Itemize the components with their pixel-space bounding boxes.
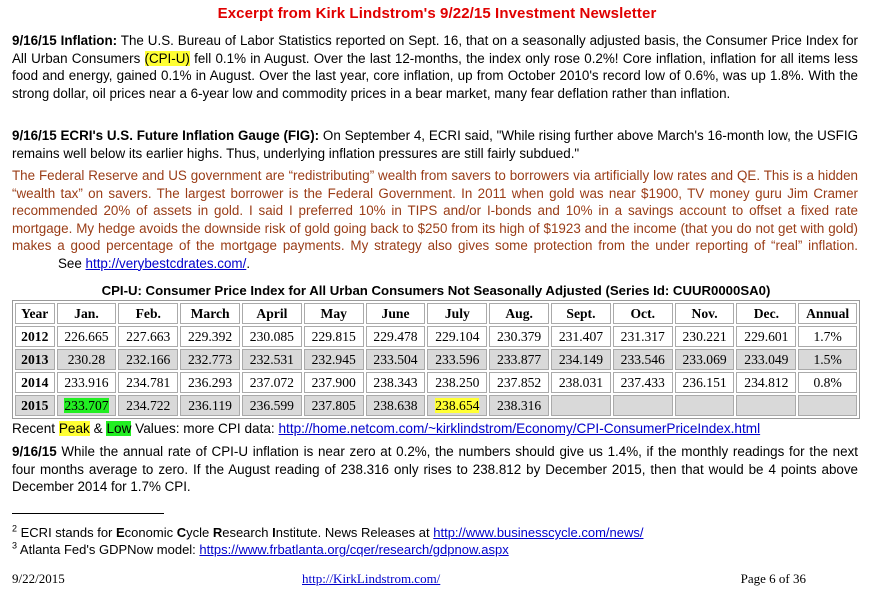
cpi-table-section <box>12 282 860 419</box>
cpi-value-cell <box>551 349 611 370</box>
cpi-u-highlight: (CPI-U) <box>144 50 190 66</box>
cpi-value-cell <box>736 349 796 370</box>
cpi-cell-text: 233.546 <box>620 351 665 367</box>
cpi-value-cell <box>551 326 611 347</box>
cpi-value-cell <box>798 395 857 416</box>
cpi-header-cell: Aug. <box>489 303 549 324</box>
footer-page-number: Page 6 of 36 <box>740 571 806 586</box>
newsletter-title: Excerpt from Kirk Lindstrom's 9/22/15 Investment Newsletter <box>217 5 657 22</box>
cpi-header-cell: Dec. <box>736 303 796 324</box>
cpi-table-body <box>15 326 857 416</box>
footnote-2-word-4: nstitute. News Releases at <box>275 525 434 540</box>
cpi-value-cell <box>304 326 364 347</box>
cpi-cell-text: 230.379 <box>497 328 542 344</box>
cpi-header-cell: Feb. <box>118 303 178 324</box>
cpi-value-cell <box>798 372 857 393</box>
cpi-cell-text: 232.773 <box>187 351 233 367</box>
cpi-header-cell: Oct. <box>613 303 673 324</box>
see-text: See <box>58 255 86 271</box>
cpi-value-cell <box>675 395 735 416</box>
peak-legend: Peak <box>58 421 90 436</box>
cpi-value-cell <box>118 326 178 347</box>
cpi-value-cell <box>366 372 426 393</box>
cpi-cell-text: 236.151 <box>682 374 727 390</box>
cpi-cell-text: 229.478 <box>373 328 418 344</box>
cpi-cell-text: 234.781 <box>126 374 171 390</box>
cpi-value-cell <box>304 349 364 370</box>
recent-text-b: Values: more CPI data: <box>131 421 279 436</box>
cpi-cell-text: 0.8% <box>813 374 842 390</box>
cpi-value-cell <box>798 326 857 347</box>
cpi-value-cell <box>613 395 673 416</box>
cpi-cell-text: 232.945 <box>311 351 356 367</box>
forecast-label: 9/16/15 <box>12 444 57 459</box>
cpi-cell-text: 233.916 <box>64 374 109 390</box>
footnote-2 <box>12 525 644 541</box>
cpi-value-cell <box>675 349 735 370</box>
fed-paragraph <box>12 167 858 272</box>
cpi-value-cell <box>613 349 673 370</box>
cpi-value-cell <box>57 326 117 347</box>
cpi-value-cell <box>57 372 117 393</box>
cpi-cell-text: 238.031 <box>558 374 604 390</box>
cpi-cell-text: 231.407 <box>558 328 604 344</box>
cpi-value-cell <box>489 395 549 416</box>
footnote-2-letter-r: R <box>212 525 223 540</box>
cpi-table-header-row <box>15 303 857 324</box>
footnote-2-word-2: ycle <box>186 525 213 540</box>
footnote-2-letter-i: I <box>272 525 276 540</box>
cpi-cell-text: 227.663 <box>126 328 171 344</box>
cpi-cell-text: 237.072 <box>249 374 294 390</box>
cpi-header-cell: Nov. <box>675 303 735 324</box>
footnote-3 <box>12 542 509 558</box>
cpi-cell-text: 236.599 <box>249 397 294 413</box>
verybestcdrates-link[interactable]: http://verybestcdrates.com/ <box>85 255 247 271</box>
cpi-value-cell <box>242 395 302 416</box>
cpi-cell-text: 2012 <box>21 328 49 344</box>
cpi-header-cell: Sept. <box>551 303 611 324</box>
cpi-value-cell <box>180 372 240 393</box>
ecri-text: On September 4, ECRI said, "While rising further above March's 16-month low, the USFIG remains well below its earlier highs. Thus, underlying inflation pressures are still fairly subdued." <box>12 128 858 161</box>
cpi-header-cell: Year <box>15 303 55 324</box>
cpi-cell-text: 229.601 <box>744 328 789 344</box>
cpi-year-cell <box>15 326 55 347</box>
cpi-cell-text: 229.392 <box>187 328 233 344</box>
footnote-2-letter-e: E <box>116 525 125 540</box>
cpi-value-cell <box>366 326 426 347</box>
cpi-cell-text: 233.069 <box>682 351 727 367</box>
cpi-cell-text: 238.250 <box>435 374 480 390</box>
forecast-text: While the annual rate of CPI-U inflation is near zero at 0.2%, the numbers should give us 1.4%, if the monthly readings for the next four months average to zero. If the August reading of 238.316 only rises to 238.812 by December 2015, then that would be 4 points above December 2014 for 1.7% CPI. <box>12 444 858 494</box>
cpi-cell-text: 237.805 <box>311 397 356 413</box>
cpi-cell-text: 230.28 <box>67 351 106 367</box>
cpi-cell-text: 234.812 <box>744 374 789 390</box>
cpi-cell-text: 229.815 <box>311 328 356 344</box>
gdpnow-link[interactable]: https://www.frbatlanta.org/cqer/research/gdpnow.aspx <box>199 542 509 557</box>
cpi-value-cell <box>427 326 487 347</box>
cpi-header-cell: July <box>427 303 487 324</box>
cpi-value-cell <box>242 372 302 393</box>
cpi-value-cell <box>675 372 735 393</box>
see-period: . <box>246 255 251 271</box>
cpi-cell-text: 233.877 <box>497 351 542 367</box>
footer-date: 9/22/2015 <box>12 571 65 586</box>
cpi-value-cell <box>489 349 549 370</box>
cpi-value-cell <box>736 372 796 393</box>
recent-values-note <box>12 421 760 436</box>
cpi-cell-text: 2015 <box>21 397 49 413</box>
cpi-table-caption: CPI-U: Consumer Price Index for All Urban Consumers Not Seasonally Adjusted (Series Id: CUUR0000SA0) <box>101 283 771 298</box>
cpi-value-cell <box>489 372 549 393</box>
footnote-2-number: 2 <box>12 523 18 534</box>
cpi-cell-text: 238.316 <box>497 397 542 413</box>
cpi-value-cell <box>613 326 673 347</box>
cpi-cell-text: 233.049 <box>744 351 789 367</box>
cpi-cell-text: 238.343 <box>373 374 418 390</box>
low-legend: Low <box>106 421 132 436</box>
cpi-cell-text: 1.7% <box>813 328 842 344</box>
cpi-value-cell <box>736 395 796 416</box>
cpi-cell-text: 229.104 <box>435 328 480 344</box>
footnote-2-letter-c: C <box>176 525 187 540</box>
cpi-cell-text: 1.5% <box>813 351 842 367</box>
cpi-value-cell <box>304 395 364 416</box>
cpi-cell-text: 236.293 <box>187 374 233 390</box>
cpi-cell-text: 2014 <box>21 374 49 390</box>
cpi-header-cell: May <box>304 303 364 324</box>
cpi-value-cell <box>427 395 487 416</box>
cpi-cell-text: 231.317 <box>620 328 665 344</box>
fed-text: The Federal Reserve and US government are “redistributing” wealth from savers to borrowers via artificially low rates and QE. This is a hidden “wealth tax” on savers. The largest borrower is the Federal Government. In 2011 when gold was near $1900, TV money guru Jim Cramer recommended 20% of assets in gold. I said I preferred 10% in TIPS and/or I-bonds and 10% in a savings account to offset a fixed rate mortgage. My hedge avoids the downside risk of gold going back to $250 from its high of $1923 and the income (that you do not get with gold) makes a good percentage of the mortgage payments. My strategy also gives some protection from the under reporting of “real” inflation. <box>12 168 858 253</box>
cpi-cell-text: 237.900 <box>311 374 356 390</box>
cpi-value-cell <box>489 326 549 347</box>
footnote-2-text: ECRI stands for <box>17 525 116 540</box>
businesscycle-link[interactable]: http://www.businesscycle.com/news/ <box>433 525 644 540</box>
cpi-low-value: 233.707 <box>64 397 109 413</box>
footnote-2-word-1: conomic <box>124 525 177 540</box>
cpi-value-cell <box>118 349 178 370</box>
cpi-value-cell <box>613 372 673 393</box>
cpi-cell-text: 236.119 <box>188 397 232 413</box>
cpi-cell-text: 237.433 <box>620 374 665 390</box>
footnote-3-number: 3 <box>12 540 18 551</box>
ecri-paragraph <box>12 127 858 162</box>
cpi-cell-text: 232.531 <box>249 351 294 367</box>
cpi-header-cell: Jan. <box>57 303 117 324</box>
footnote-2-word-3: esearch <box>222 525 273 540</box>
cpi-table-row <box>15 395 857 416</box>
cpi-value-cell <box>427 349 487 370</box>
cpi-value-cell <box>180 395 240 416</box>
cpi-value-cell <box>180 349 240 370</box>
inflation-label: 9/16/15 Inflation: <box>12 33 118 48</box>
cpi-value-cell <box>366 395 426 416</box>
cpi-header-cell: April <box>242 303 302 324</box>
cpi-cell-text: 230.221 <box>682 328 727 344</box>
cpi-cell-text: 238.638 <box>373 397 418 413</box>
cpi-cell-text: 233.504 <box>373 351 418 367</box>
recent-amp: & <box>89 421 107 436</box>
inflation-text-a: The U.S. Bureau of Labor Statistics reported on Sept. 16, that on a seasonally adjusted basis, the Consumer Price Index for All Urban Consumers <box>12 33 859 66</box>
cpi-table-row <box>15 326 857 347</box>
footnote-divider <box>12 513 164 514</box>
cpi-header-cell: June <box>366 303 426 324</box>
cpi-header-cell: March <box>180 303 240 324</box>
cpi-value-cell <box>242 349 302 370</box>
cpi-value-cell <box>427 372 487 393</box>
cpi-table <box>12 300 860 419</box>
cpi-value-cell <box>180 326 240 347</box>
recent-text-a: Recent <box>12 421 59 436</box>
cpi-cell-text: 232.166 <box>126 351 171 367</box>
inflation-paragraph <box>12 32 858 102</box>
cpi-peak-value: 238.654 <box>435 397 480 413</box>
cpi-value-cell <box>551 395 611 416</box>
cpi-value-cell <box>366 349 426 370</box>
cpi-year-cell <box>15 349 55 370</box>
cpi-value-cell <box>57 395 117 416</box>
cpi-value-cell <box>304 372 364 393</box>
cpi-value-cell <box>242 326 302 347</box>
cpi-value-cell <box>57 349 117 370</box>
footer-site-link[interactable]: http://KirkLindstrom.com/ <box>302 571 441 586</box>
cpi-value-cell <box>798 349 857 370</box>
cpi-cell-text: 226.665 <box>64 328 109 344</box>
cpi-value-cell <box>551 372 611 393</box>
cpi-cell-text: 230.085 <box>249 328 294 344</box>
cpi-cell-text: 237.852 <box>497 374 542 390</box>
cpi-cell-text: 234.722 <box>126 397 171 413</box>
cpi-value-cell <box>118 372 178 393</box>
cpi-value-cell <box>118 395 178 416</box>
footnote-3-text: Atlanta Fed's GDPNow model: <box>17 542 200 557</box>
inflation-text-b: fell 0.1% in August. Over the last 12-months, the index only rose 0.2%! Core inflation, inflation for all items less food and energy, gained 0.1% in August. Over the last year, core inflation, up from October 2010's record low of 0.6%, was up 1.8%. With the strong dollar, oil prices near a 6-year low and commodity prices in a bear market, many fear deflation rather than inflation. <box>12 50 858 101</box>
cpi-year-cell <box>15 395 55 416</box>
cpi-data-link[interactable]: http://home.netcom.com/~kirklindstrom/Economy/CPI-ConsumerPriceIndex.html <box>278 421 761 436</box>
cpi-year-cell <box>15 372 55 393</box>
cpi-value-cell <box>675 326 735 347</box>
cpi-table-row <box>15 349 857 370</box>
cpi-header-cell: Annual <box>798 303 857 324</box>
cpi-cell-text: 2013 <box>21 351 49 367</box>
ecri-label: 9/16/15 ECRI's U.S. Future Inflation Gauge (FIG): <box>12 128 320 143</box>
cpi-cell-text: 233.596 <box>435 351 480 367</box>
cpi-table-row <box>15 372 857 393</box>
cpi-cell-text: 234.149 <box>558 351 604 367</box>
cpi-forecast-paragraph <box>12 443 858 496</box>
cpi-value-cell <box>736 326 796 347</box>
